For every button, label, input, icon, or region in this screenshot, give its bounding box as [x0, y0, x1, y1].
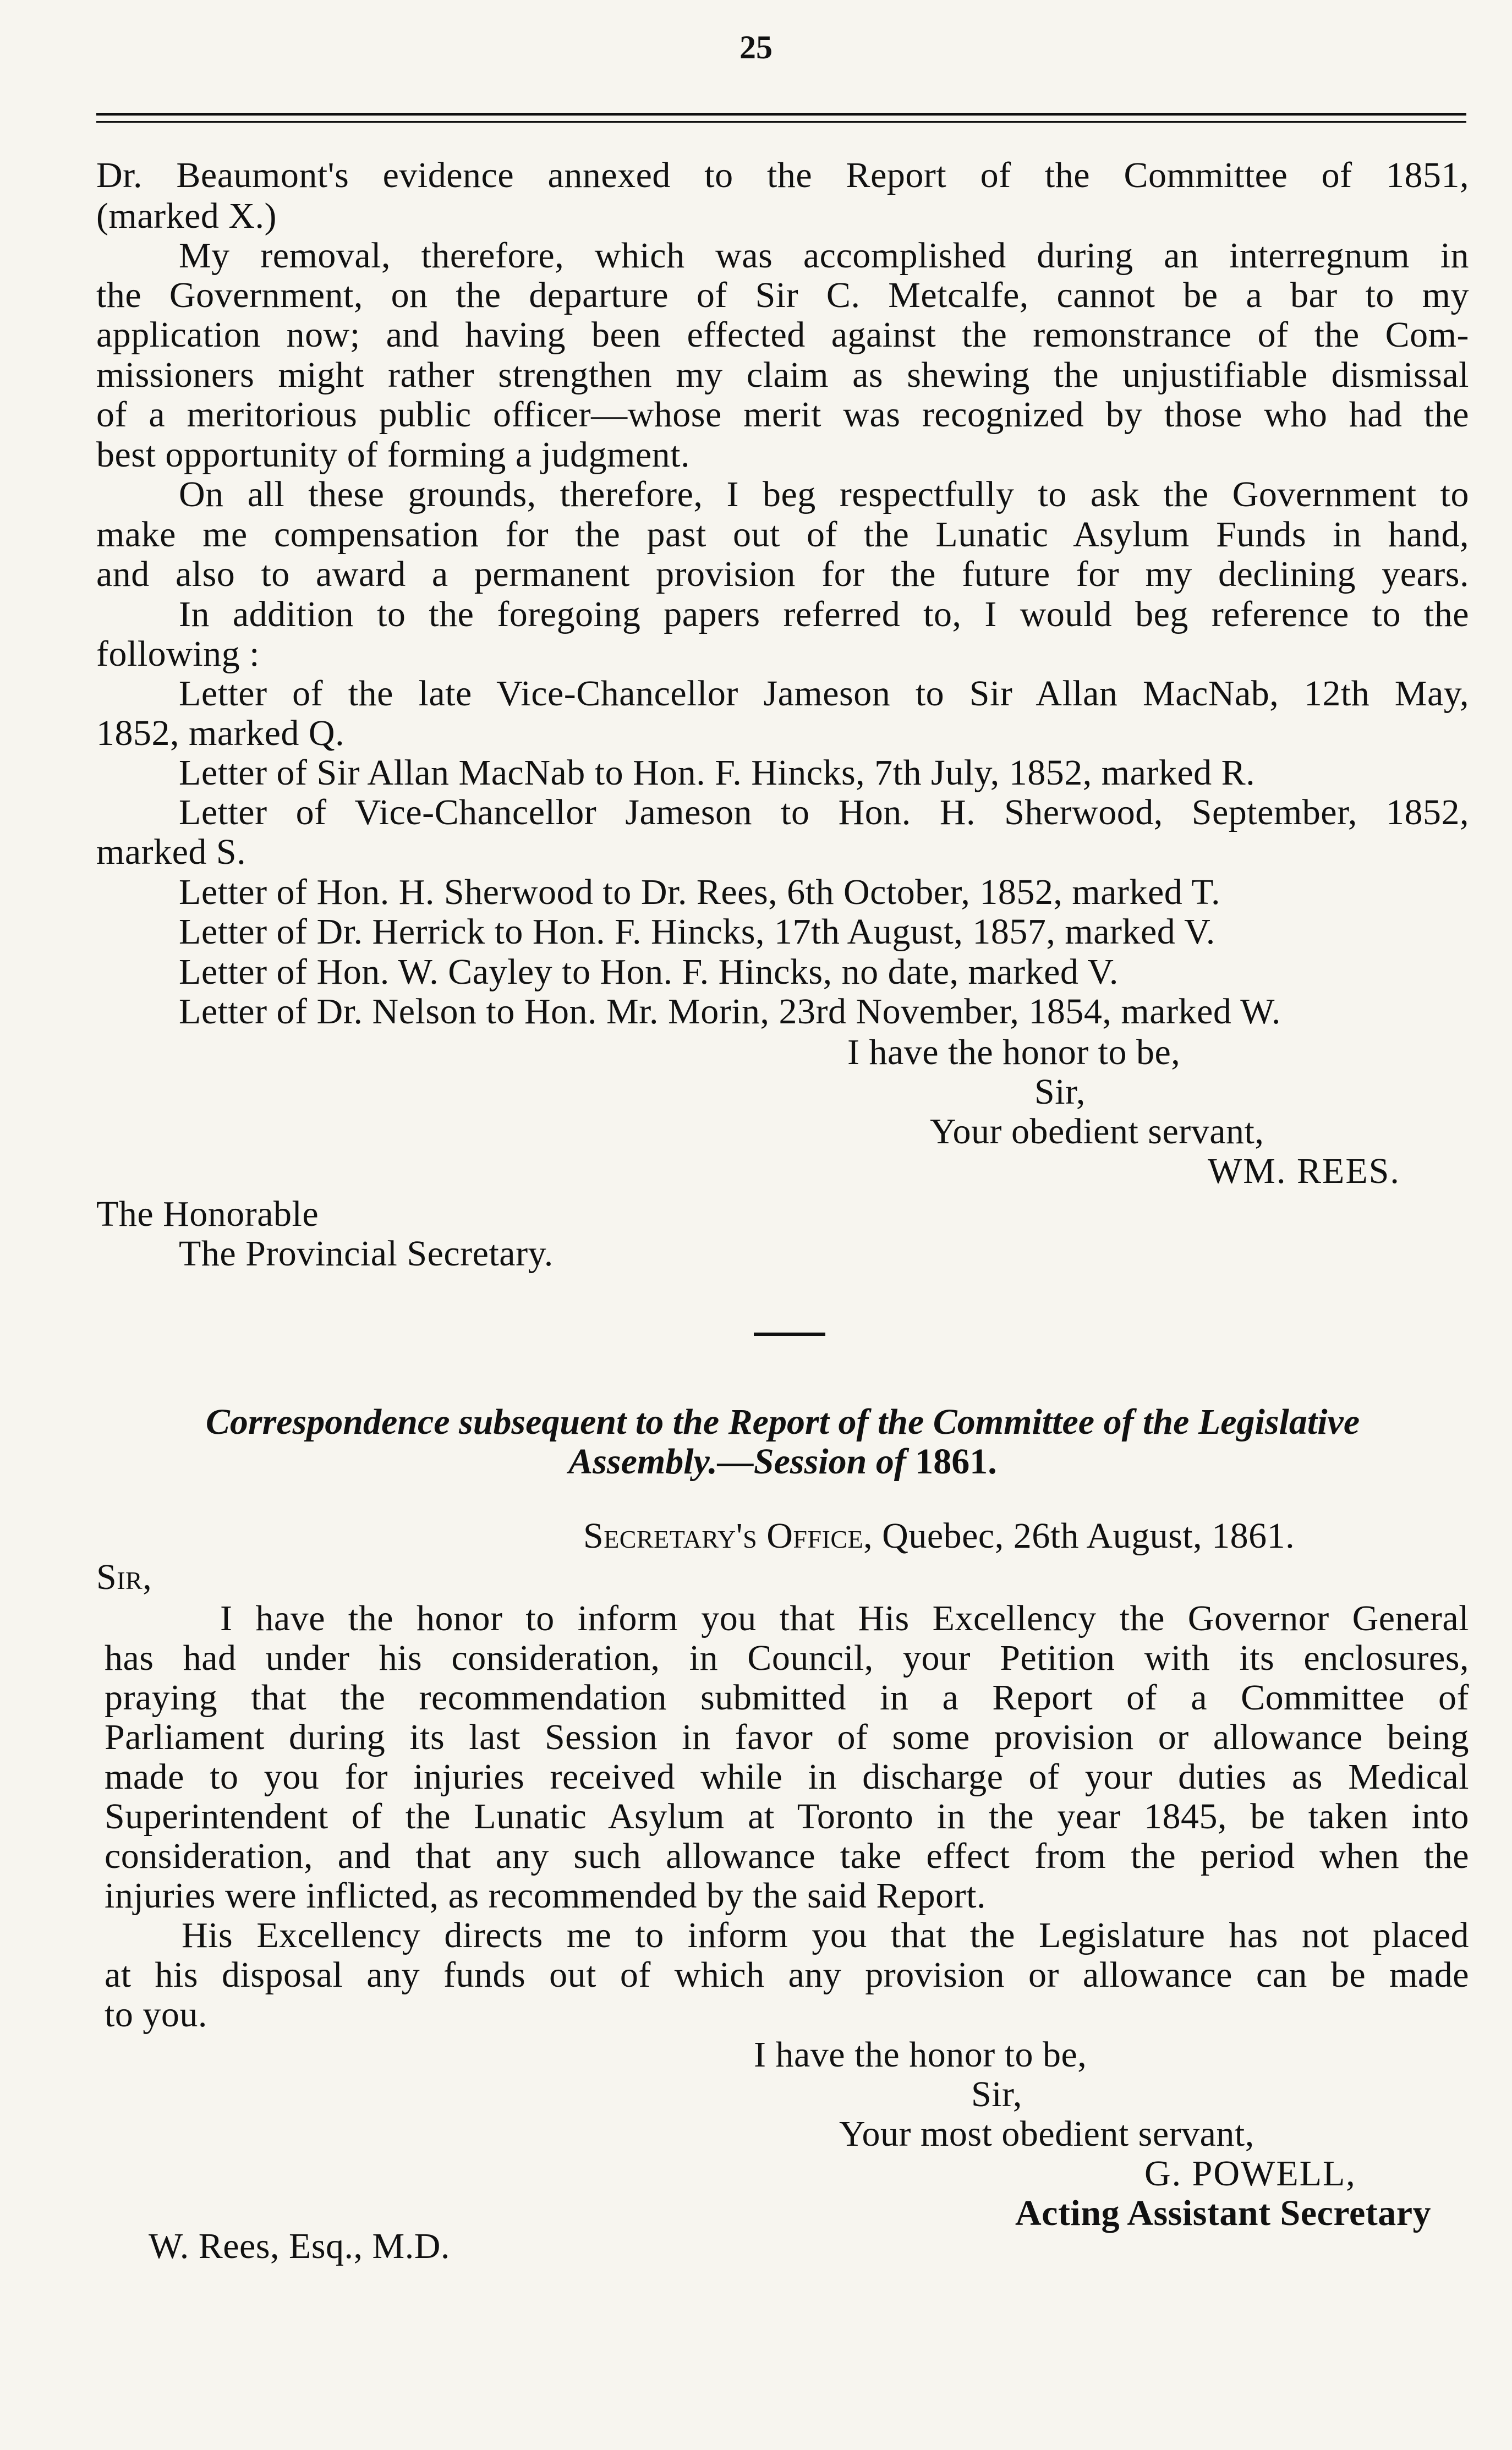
body-line: to you. — [105, 1994, 207, 2035]
body-line: On all these grounds, therefore, I beg respectfully to ask the Government to — [179, 474, 1469, 514]
body-line: (marked X.) — [96, 196, 277, 236]
body-line: made to you for injuries received while in discharge of your duties as Medical — [105, 1757, 1469, 1797]
header-rule-thin — [96, 121, 1466, 123]
body-line: Letter of Vice-Chancellor Jameson to Hon. H. Sherwood, September, 1852, — [179, 792, 1469, 832]
body-line: missioners might rather strengthen my claim as shewing the unjustifiable dismissal — [96, 355, 1469, 395]
section-heading-line2 — [96, 1442, 1469, 1482]
body-line: of a meritorious public officer—whose merit was recognized by those who had the — [96, 394, 1469, 435]
body-line: praying that the recommendation submitted in a Report of a Committee of — [105, 1678, 1469, 1718]
addressee-line: The Provincial Secretary. — [179, 1234, 554, 1274]
closing-line: I have the honor to be, — [754, 2035, 1087, 2075]
closing-line: Your obedient servant, — [930, 1111, 1264, 1152]
body-line: Letter of Hon. W. Cayley to Hon. F. Hincks, no date, marked V. — [179, 952, 1119, 992]
dateline-office: Secretary's Office, — [583, 1516, 873, 1556]
addressee-line: The Honorable — [96, 1194, 319, 1234]
signature: WM. REES. — [1208, 1151, 1400, 1191]
body-line: and also to award a permanent provision for the future for my declining years. — [96, 554, 1469, 594]
closing-line: Sir, — [971, 2074, 1022, 2114]
signatory-title: Acting Assistant Secretary — [1015, 2193, 1432, 2233]
body-line: 1852, marked Q. — [96, 713, 345, 753]
body-line: My removal, therefore, which was accomplished during an interregnum in — [179, 235, 1469, 276]
body-line: Dr. Beaumont's evidence annexed to the Report of the Committee of 1851, — [96, 155, 1469, 195]
body-line: make me compensation for the past out of the Lunatic Asylum Funds in hand, — [96, 514, 1469, 555]
section-heading: Correspondence subsequent to the Report of the Committee of the Legislative — [205, 1402, 1360, 1442]
page-number: 25 — [739, 29, 773, 65]
section-divider — [754, 1333, 825, 1336]
body-line: application now; and having been effected against the remonstrance of the Com- — [96, 315, 1469, 355]
body-line: has had under his consideration, in Council, your Petition with its enclosures, — [105, 1638, 1469, 1678]
closing-line: Sir, — [1034, 1072, 1086, 1112]
closing-line: I have the honor to be, — [847, 1032, 1181, 1072]
body-line: Letter of Dr. Nelson to Hon. Mr. Morin, 23rd November, 1854, marked W. — [179, 991, 1281, 1032]
body-line: In addition to the foregoing papers referred to, I would beg reference to the — [179, 594, 1469, 634]
body-line: best opportunity of forming a judgment. — [96, 435, 691, 475]
body-line: consideration, and that any such allowance take effect from the period when the — [105, 1836, 1469, 1876]
body-line: Parliament during its last Session in favor of some provision or allowance being — [105, 1717, 1469, 1757]
addressee: W. Rees, Esq., M.D. — [149, 2226, 450, 2266]
body-line: His Excellency directs me to inform you that the Legislature has not placed — [182, 1915, 1469, 1955]
body-line: Letter of Sir Allan MacNab to Hon. F. Hincks, 7th July, 1852, marked R. — [179, 753, 1256, 793]
body-line: I have the honor to inform you that His Excellency the Governor General — [220, 1598, 1469, 1638]
body-line: at his disposal any funds out of which any provision or allowance can be made — [105, 1955, 1469, 1995]
dateline-place-date: Quebec, 26th August, 1861. — [882, 1516, 1295, 1556]
section-heading-italic: Assembly.—Session of — [568, 1442, 906, 1482]
header-rule — [96, 113, 1466, 116]
body-line: marked S. — [96, 832, 246, 872]
salutation: Sir, — [96, 1557, 152, 1597]
body-line: the Government, on the departure of Sir C. Metcalfe, cannot be a bar to my — [96, 275, 1469, 315]
closing-line: Your most obedient servant, — [839, 2114, 1254, 2154]
signature: G. POWELL, — [1144, 2153, 1356, 2194]
body-line: Letter of the late Vice-Chancellor Jameson to Sir Allan MacNab, 12th May, — [179, 673, 1469, 714]
section-heading-year: 1861. — [915, 1442, 997, 1482]
body-line: following : — [96, 634, 260, 674]
body-line: Letter of Hon. H. Sherwood to Dr. Rees, 6th October, 1852, marked T. — [179, 872, 1221, 912]
dateline — [583, 1516, 1295, 1556]
body-line: Letter of Dr. Herrick to Hon. F. Hincks, 17th August, 1857, marked V. — [179, 912, 1215, 952]
body-line: Superintendent of the Lunatic Asylum at Toronto in the year 1845, be taken into — [105, 1796, 1469, 1837]
body-line: injuries were inflicted, as recommended by the said Report. — [105, 1876, 986, 1916]
